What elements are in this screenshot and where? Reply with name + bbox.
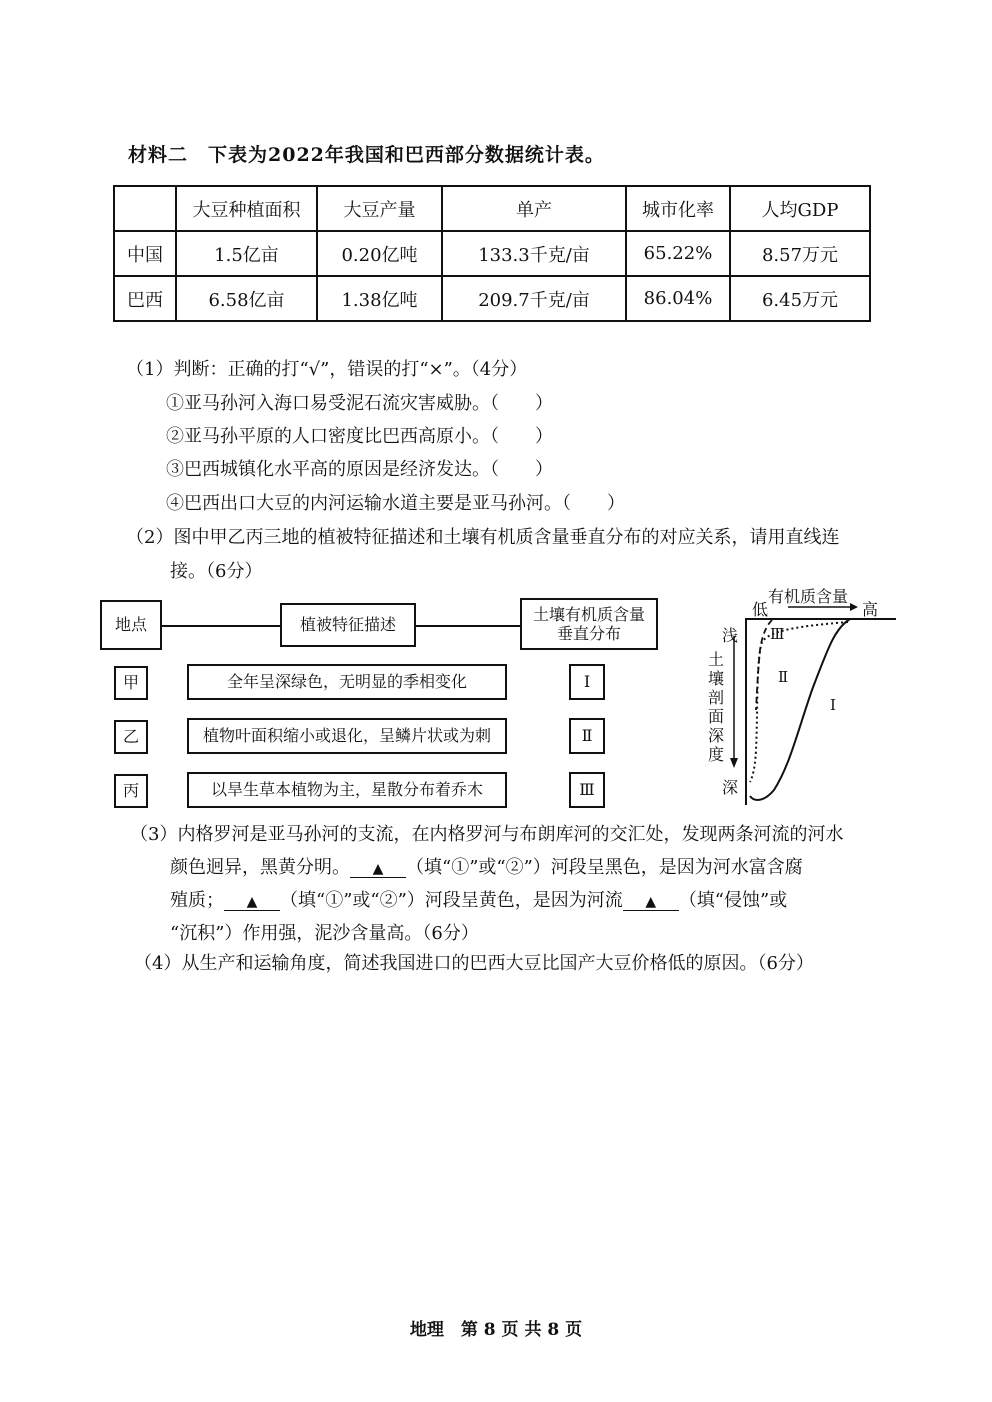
description-box[interactable]	[187, 664, 507, 700]
description-box[interactable]	[187, 718, 507, 754]
table-header-cell	[114, 186, 176, 231]
table-cell: 0.20亿吨	[317, 231, 442, 276]
graph-deep-label: 深	[722, 778, 739, 797]
description-label: 以旱生草本植物为主，星散分布着乔木	[210, 780, 483, 800]
q3-line1: （3）内格罗河是亚马孙河的支流，在内格罗河与布朗库河的交汇处，发现两条河流的河水	[130, 824, 844, 845]
soil-type-label: Ⅰ	[583, 672, 591, 692]
soil-type-label: Ⅱ	[581, 726, 593, 746]
q1-item: ④巴西出口大豆的内河运输水道主要是亚马孙河。（ ）	[166, 493, 625, 514]
connector-line	[416, 625, 520, 627]
table-cell: 86.04%	[626, 276, 730, 321]
place-box[interactable]	[114, 720, 148, 754]
q3-line3	[170, 886, 787, 912]
table-cell: 1.5亿亩	[176, 231, 317, 276]
header-veg-box	[280, 603, 416, 647]
header-place-label: 地点	[114, 615, 147, 635]
table-header-row	[114, 186, 870, 231]
q1-item: ②亚马孙平原的人口密度比巴西高原小。（ ）	[166, 426, 553, 447]
graph-ylabel: 土壤剖面深度	[708, 650, 725, 764]
material-title: 材料二 下表为2022年我国和巴西部分数据统计表。	[128, 144, 605, 166]
soil-type-box[interactable]	[569, 664, 605, 700]
curve-label: Ⅱ	[778, 668, 789, 686]
header-place-box	[100, 600, 162, 650]
q3-line2	[170, 853, 803, 879]
q1-item: ③巴西城镇化水平高的原因是经济发达。（ ）	[166, 459, 553, 480]
q1-stem: （1）判断：正确的打“√”，错误的打“×”。（4分）	[126, 359, 528, 380]
table-cell: 中国	[114, 231, 176, 276]
graph-shallow-label: 浅	[722, 626, 739, 645]
place-label: 乙	[122, 727, 139, 747]
description-label: 植物叶面积缩小或退化，呈鳞片状或为刺	[202, 726, 491, 746]
q3-line3-text-a: 殖质；	[170, 890, 224, 911]
header-soil-box	[520, 598, 658, 650]
q1-item: ①亚马孙河入海口易受泥石流灾害威胁。（ ）	[166, 393, 553, 414]
q3-line2-text-a: 颜色迥异，黑黄分明。	[170, 857, 350, 878]
graph-low-label: 低	[752, 600, 769, 619]
curve-label: Ⅰ	[830, 696, 836, 714]
table-cell: 65.22%	[626, 231, 730, 276]
table-cell: 8.57万元	[730, 231, 870, 276]
q3-line2-text-b: （填“①”或“②”）河段呈黑色，是因为河水富含腐	[406, 857, 803, 878]
header-veg-label: 植被特征描述	[299, 615, 396, 635]
q3-line4: “沉积”）作用强，泥沙含量高。（6分）	[170, 923, 479, 944]
table-header-cell: 单产	[442, 186, 626, 231]
soil-type-label: Ⅲ	[579, 780, 595, 800]
description-label: 全年呈深绿色，无明显的季相变化	[226, 672, 467, 692]
curve-label: Ⅲ	[770, 625, 785, 643]
table-row	[114, 231, 870, 276]
connector-line	[162, 625, 280, 627]
q4-stem: （4）从生产和运输角度，简述我国进口的巴西大豆比国产大豆价格低的原因。（6分）	[134, 953, 814, 974]
q3-line3-text-c: （填“侵蚀”或	[678, 890, 788, 911]
header-soil-label: 土壤有机质含量垂直分布	[532, 604, 645, 643]
table-row	[114, 276, 870, 321]
depth-arrow-head	[730, 758, 738, 768]
answer-blank[interactable]: ▲	[224, 894, 280, 911]
place-box[interactable]	[114, 774, 148, 808]
soil-organic-graph	[700, 580, 900, 810]
table-header-cell: 大豆种植面积	[176, 186, 317, 231]
page-footer: 地理 第 8 页 共 8 页	[409, 1320, 583, 1340]
stats-table	[113, 185, 871, 322]
table-cell: 133.3千克/亩	[442, 231, 626, 276]
graph-high-label: 高	[862, 600, 879, 619]
q3-line3-text-b: （填“①”或“②”）河段呈黄色，是因为河流	[280, 890, 623, 911]
answer-blank[interactable]: ▲	[350, 861, 406, 878]
place-label: 丙	[122, 781, 139, 801]
table-cell: 6.58亿亩	[176, 276, 317, 321]
table-header-cell: 城市化率	[626, 186, 730, 231]
answer-blank[interactable]: ▲	[623, 894, 679, 911]
q2-stem-line2: 接。（6分）	[170, 561, 263, 582]
place-box[interactable]	[114, 666, 148, 700]
description-box[interactable]	[187, 772, 507, 808]
content-arrow-head	[850, 603, 858, 611]
table-header-cell: 人均GDP	[730, 186, 870, 231]
table-cell: 巴西	[114, 276, 176, 321]
q2-stem-line1: （2）图中甲乙丙三地的植被特征描述和土壤有机质含量垂直分布的对应关系，请用直线连	[126, 527, 840, 548]
table-cell: 209.7千克/亩	[442, 276, 626, 321]
soil-type-box[interactable]	[569, 772, 605, 808]
table-cell: 1.38亿吨	[317, 276, 442, 321]
place-label: 甲	[122, 673, 139, 693]
graph-title: 有机质含量	[768, 587, 849, 606]
soil-type-box[interactable]	[569, 718, 605, 754]
table-header-cell: 大豆产量	[317, 186, 442, 231]
table-cell: 6.45万元	[730, 276, 870, 321]
